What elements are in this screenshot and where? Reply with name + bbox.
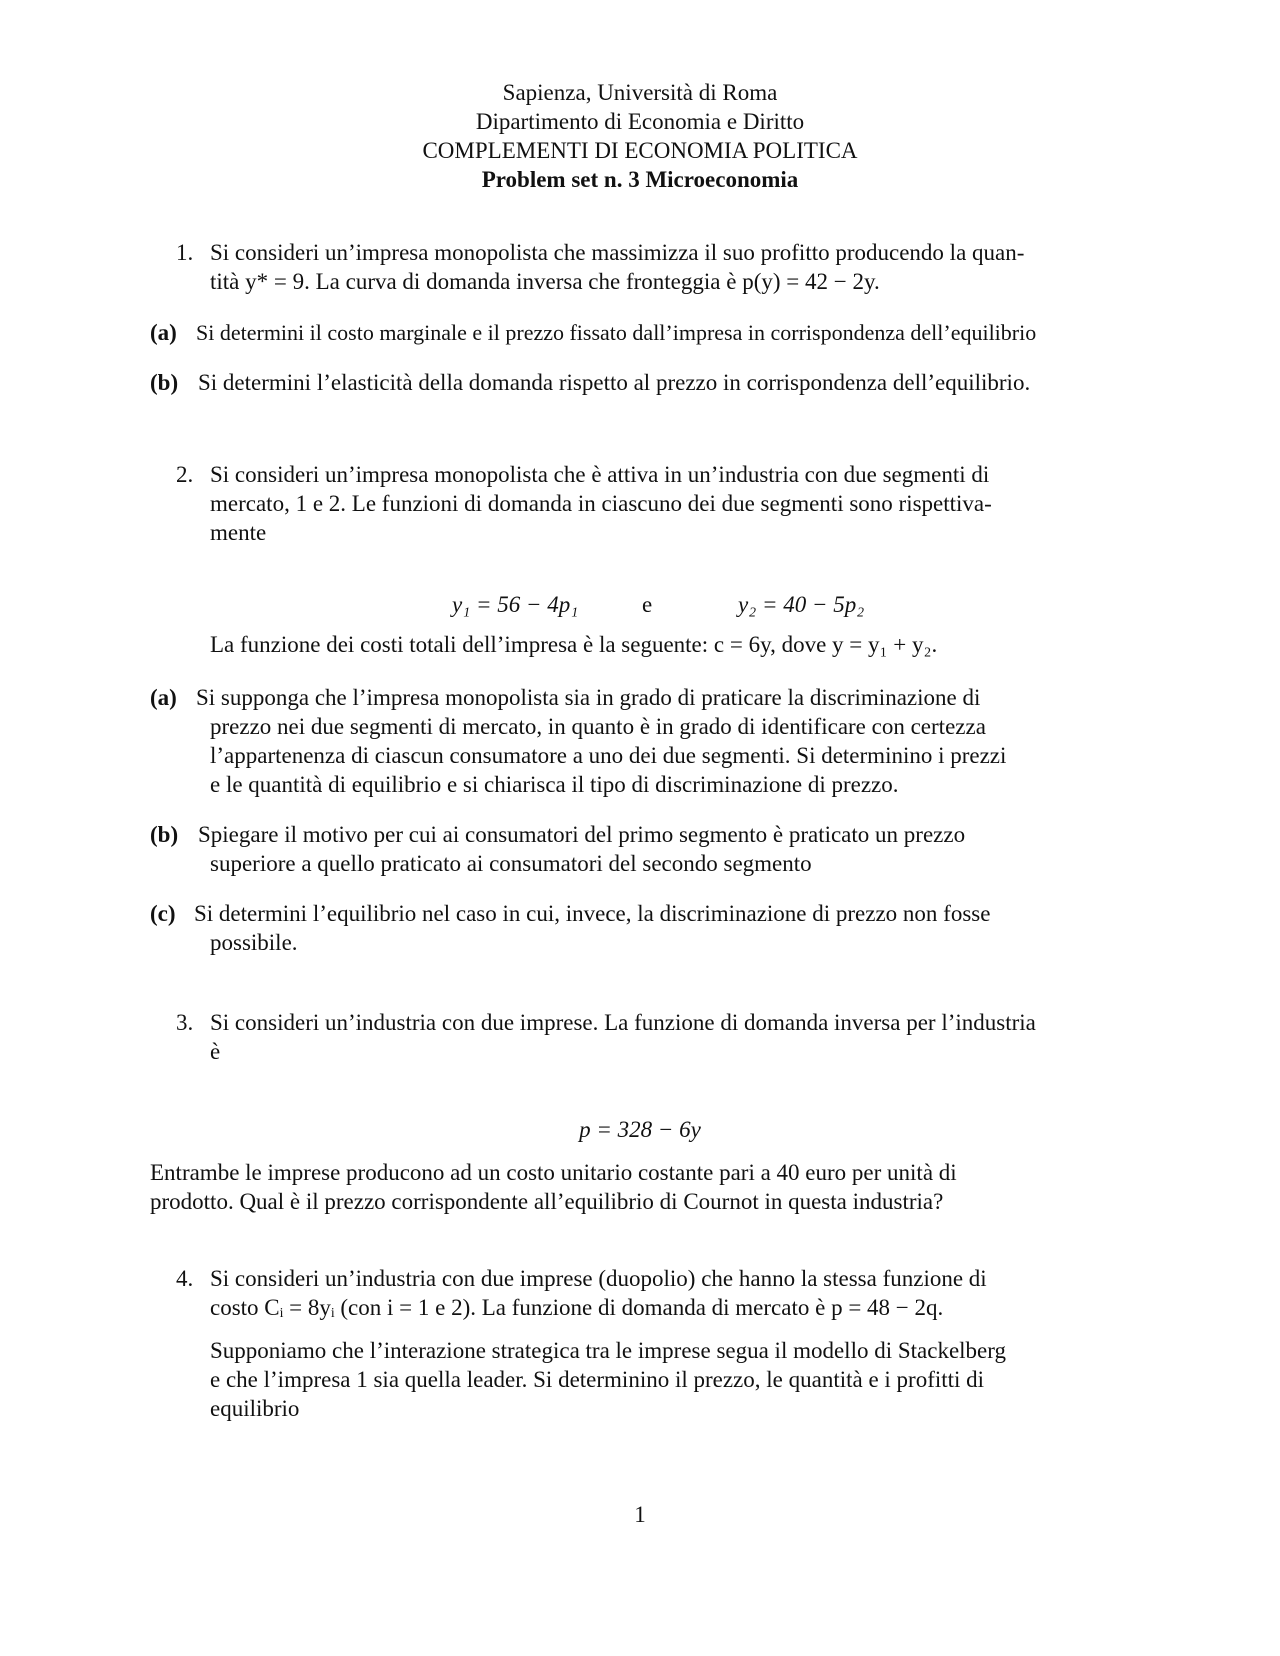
question-4-number: 4. bbox=[176, 1266, 194, 1291]
question-1a-label: (a) bbox=[150, 320, 177, 345]
question-1-line-1: Si consideri un’impresa monopolista che massimizza il suo profitto producendo la quan- bbox=[210, 240, 1025, 265]
equation-demand-2: y₂ = 40 − 5p₂ bbox=[738, 592, 865, 617]
question-4-para-line-2: e che l’impresa 1 sia quella leader. Si determinino il prezzo, le quantità e i profitti di bbox=[210, 1367, 985, 1392]
question-3-follow-line-2: prodotto. Qual è il prezzo corrispondente all’equilibrio di Cournot in questa industria? bbox=[150, 1189, 944, 1214]
question-2c-label: (c) bbox=[150, 901, 176, 926]
question-1-line-2: tità y* = 9. La curva di domanda inversa che fronteggia è p(y) = 42 − 2y. bbox=[210, 269, 880, 294]
question-2-line-1: Si consideri un’impresa monopolista che è attiva in un’industria con due segmenti di bbox=[210, 462, 990, 487]
question-2a-line-3: l’appartenenza di ciascun consumatore a uno dei due segmenti. Si determinino i prezzi bbox=[210, 743, 1007, 768]
question-2-line-3: mente bbox=[210, 520, 267, 545]
question-2a-label: (a) bbox=[150, 685, 177, 710]
question-2b-line-2: superiore a quello praticato ai consumatori del secondo segmento bbox=[210, 851, 812, 876]
equation-conjunction: e bbox=[642, 592, 653, 617]
equation-demand-1: y₁ = 56 − 4p₁ bbox=[452, 592, 579, 617]
question-2-cost-function: La funzione dei costi totali dell’impresa è la seguente: c = 6y, dove y = y₁ + y₂. bbox=[210, 632, 938, 657]
question-2c-line-1: Si determini l’equilibrio nel caso in cui, invece, la discriminazione di prezzo non fosse bbox=[194, 901, 991, 926]
question-3-line-2: è bbox=[210, 1039, 221, 1064]
question-1-number: 1. bbox=[176, 240, 194, 265]
question-4-line-2: costo Cᵢ = 8yᵢ (con i = 1 e 2). La funzione di domanda di mercato è p = 48 − 2q. bbox=[210, 1295, 944, 1320]
university-name: Sapienza, Università di Roma bbox=[502, 80, 778, 105]
question-2a-line-4: e le quantità di equilibrio e si chiarisca il tipo di discriminazione di prezzo. bbox=[210, 772, 899, 797]
question-2b-line-1: Spiegare il motivo per cui ai consumatori del primo segmento è praticato un prezzo bbox=[198, 822, 966, 847]
department-name: Dipartimento di Economia e Diritto bbox=[475, 109, 805, 134]
question-3-follow-line-1: Entrambe le imprese producono ad un costo unitario costante pari a 40 euro per unità di bbox=[150, 1160, 957, 1185]
question-2c-line-2: possibile. bbox=[210, 930, 298, 955]
question-2a-line-1: Si supponga che l’impresa monopolista sia in grado di praticare la discriminazione di bbox=[196, 685, 981, 710]
question-2-line-2: mercato, 1 e 2. Le funzioni di domanda in ciascuno dei due segmenti sono rispettiva- bbox=[210, 491, 992, 516]
question-4-para-line-1: Supponiamo che l’interazione strategica tra le imprese segua il modello di Stackelberg bbox=[210, 1338, 1007, 1363]
course-title: COMPLEMENTI DI ECONOMIA POLITICA bbox=[422, 138, 858, 163]
page-number: 1 bbox=[634, 1502, 646, 1527]
question-2b-label: (b) bbox=[150, 822, 179, 847]
question-1a-text: Si determini il costo marginale e il prezzo fissato dall’impresa in corrispondenza dell’equilibrio bbox=[196, 320, 1037, 345]
question-3-number: 3. bbox=[176, 1010, 194, 1035]
question-4-para-line-3: equilibrio bbox=[210, 1396, 300, 1421]
question-4-line-1: Si consideri un’industria con due imprese (duopolio) che hanno la stessa funzione di bbox=[210, 1266, 987, 1291]
problem-set-title: Problem set n. 3 Microeconomia bbox=[481, 167, 799, 192]
question-2a-line-2: prezzo nei due segmenti di mercato, in quanto è in grado di identificare con certezza bbox=[210, 714, 986, 739]
question-1b-text: Si determini l’elasticità della domanda rispetto al prezzo in corrispondenza dell’equilibrio. bbox=[198, 370, 1031, 395]
question-3-line-1: Si consideri un’industria con due imprese. La funzione di domanda inversa per l’industria bbox=[210, 1010, 1036, 1035]
equation-inverse-demand: p = 328 − 6y bbox=[579, 1117, 701, 1142]
question-2-number: 2. bbox=[176, 462, 194, 487]
question-1b-label: (b) bbox=[150, 370, 179, 395]
